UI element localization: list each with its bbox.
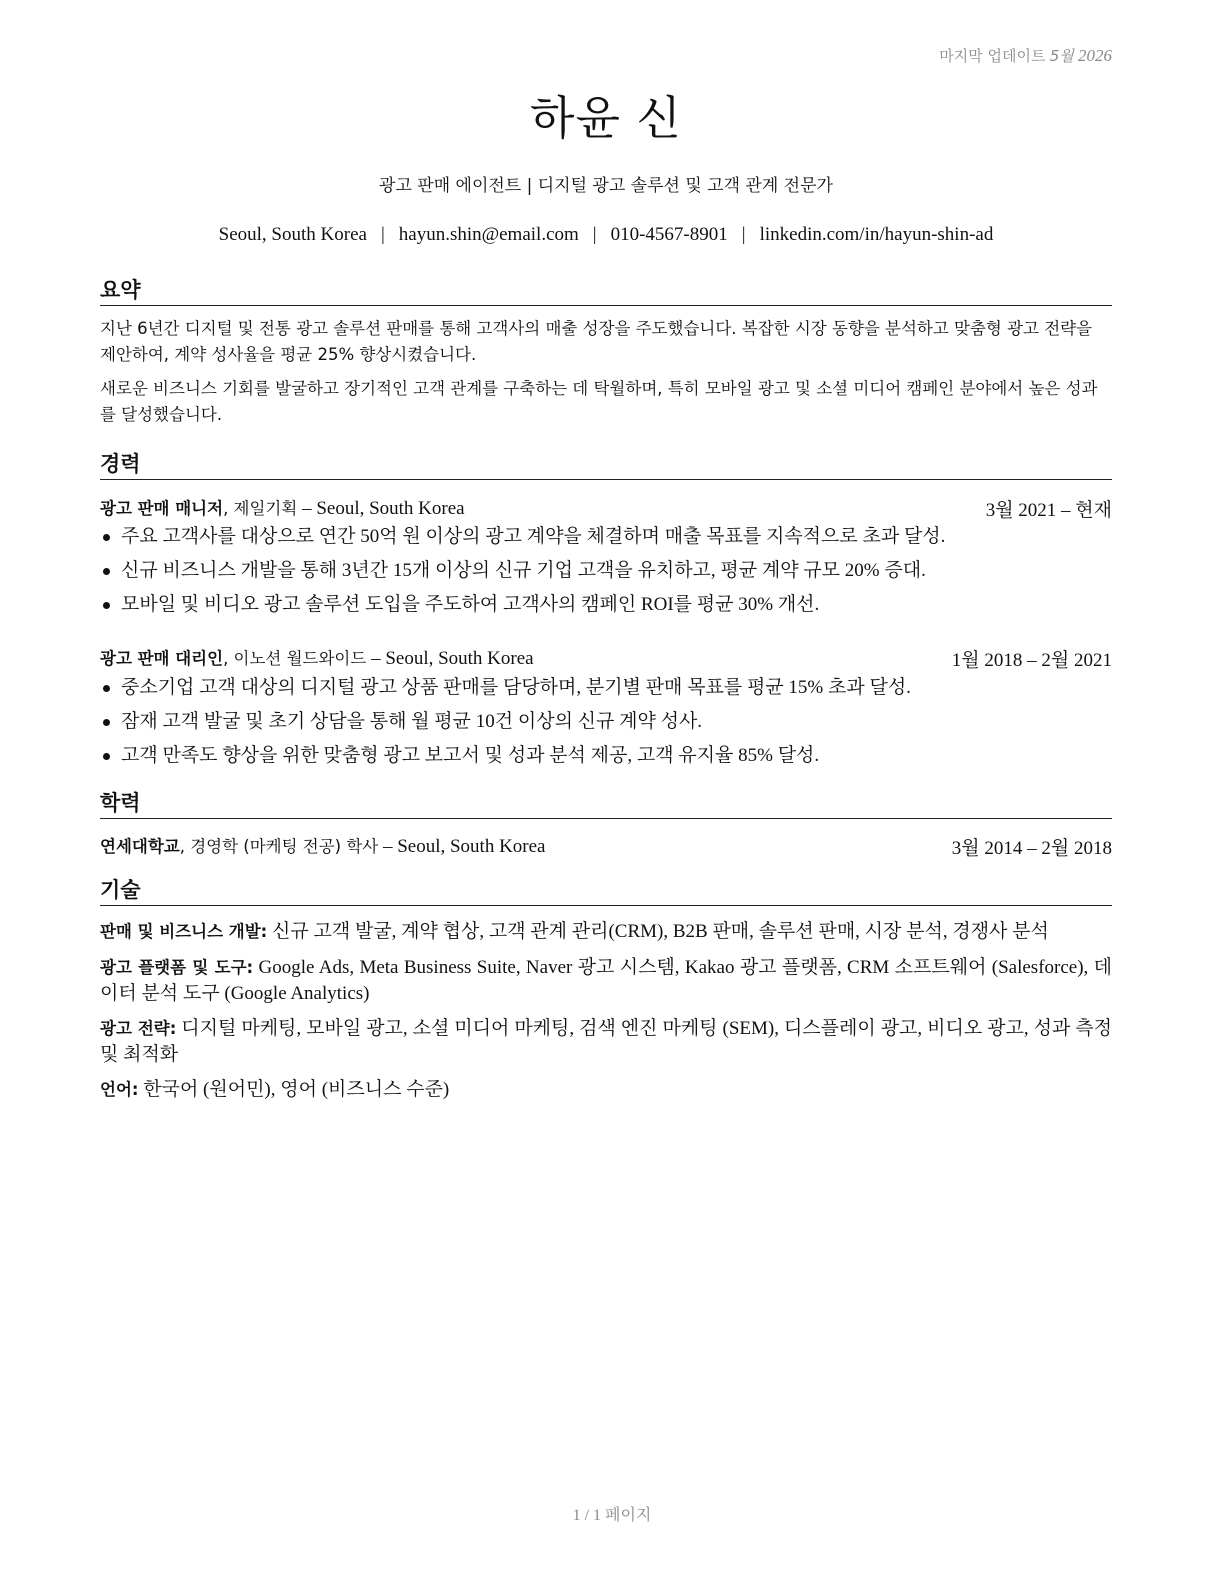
skill-label: 언어: [100, 1080, 139, 1099]
job-company: , 이노션 월드와이드 [223, 649, 367, 668]
skill-text: Google Ads, Meta Business Suite, Naver 광고 시스템, Kakao 광고 플랫폼, CRM 소프트웨어 (Salesforce), 데이터 분석 도구 (Google Analytics) [100, 957, 1113, 1004]
updated-prefix: 마지막 업데이트 [939, 47, 1046, 65]
list-item: 고객 만족도 향상을 위한 맞춤형 광고 보고서 및 성과 분석 제공, 고객 유지율 85% 달성. [100, 743, 1112, 777]
summary-section [100, 276, 1112, 428]
skill-text: 신규 고객 발굴, 계약 협상, 고객 관계 관리(CRM), B2B 판매, 솔루션 판매, 시장 분석, 경쟁사 분석 [267, 921, 1049, 942]
education-entry [100, 833, 1112, 861]
contact-line [100, 224, 1112, 246]
skill-item [100, 919, 1112, 945]
last-updated [939, 45, 1112, 66]
summary-paragraph: 지난 6년간 디지털 및 전통 광고 솔루션 판매를 통해 고객사의 매출 성장을 주도했습니다. 복잡한 시장 동향을 분석하고 맞춤형 광고 전략을 제안하여, 계약 성사율을 평균 25% 향상시켰습니다. [100, 319, 1093, 364]
contact-linkedin[interactable]: linkedin.com/in/hayun-shin-ad [759, 224, 994, 245]
skill-item [100, 1077, 1112, 1103]
updated-year: 2026 [1078, 46, 1112, 65]
list-item: 잠재 고객 발굴 및 초기 상담을 통해 월 평균 10건 이상의 신규 계약 성사. [100, 709, 1112, 743]
skill-item [100, 1016, 1112, 1068]
job-company: , 제일기획 [223, 499, 298, 518]
job-bullets [100, 524, 1112, 626]
skill-text: 디지털 마케팅, 모바일 광고, 소셜 미디어 마케팅, 검색 엔진 마케팅 (SEM), 디스플레이 광고, 비디오 광고, 성과 측정 및 최적화 [100, 1018, 1112, 1065]
contact-separator: | [592, 224, 597, 245]
updated-month: 5월 [1049, 47, 1074, 65]
education-school: 연세대학교 [100, 837, 180, 856]
skills-heading: 기술 [100, 876, 1112, 906]
education-dates: 3월 2014 – 2월 2018 [951, 838, 1112, 859]
experience-heading: 경력 [100, 450, 1112, 480]
summary-paragraph: 새로운 비즈니스 기회를 발굴하고 장기적인 고객 관계를 구축하는 데 탁월하며, 특히 모바일 광고 및 소셜 미디어 캠페인 분야에서 높은 성과를 달성했습니다. [100, 379, 1098, 424]
skill-label: 광고 전략: [100, 1019, 177, 1038]
job-header [100, 495, 1112, 523]
contact-email[interactable]: hayun.shin@email.com [398, 224, 579, 245]
job-dates: 3월 2021 – 현재 [985, 500, 1112, 521]
education-heading: 학력 [100, 789, 1112, 819]
page-number: 1 / 1 페이지 [572, 1507, 652, 1524]
job-role: 광고 판매 대리인 [100, 649, 224, 668]
list-item: 신규 비즈니스 개발을 통해 3년간 15개 이상의 신규 기업 고객을 유치하고, 평균 계약 규모 20% 증대. [100, 558, 1112, 592]
job-role: 광고 판매 매니저 [100, 499, 224, 518]
education-location: – Seoul, South Korea [378, 836, 546, 857]
job-dates: 1월 2018 – 2월 2021 [951, 650, 1112, 671]
skills-section [100, 876, 1112, 906]
list-item: 중소기업 고객 대상의 디지털 광고 상품 판매를 담당하며, 분기별 판매 목표를 평균 15% 초과 달성. [100, 675, 1112, 709]
resume-page [100, 0, 1112, 1584]
headline: 광고 판매 에이전트 | 디지털 광고 솔루션 및 고객 관계 전문가 [379, 176, 833, 196]
job-header [100, 645, 1112, 673]
contact-location: Seoul, South Korea [218, 224, 367, 245]
job-bullets [100, 675, 1112, 777]
education-degree: , 경영학 (마케팅 전공) 학사 [179, 837, 379, 856]
skill-label: 광고 플랫폼 및 도구: [100, 958, 254, 977]
contact-separator: | [380, 224, 385, 245]
skill-label: 판매 및 비즈니스 개발: [100, 922, 268, 941]
education-section [100, 789, 1112, 819]
contact-separator: | [741, 224, 746, 245]
skill-item [100, 955, 1112, 1007]
list-item: 모바일 및 비디오 광고 솔루션 도입을 주도하여 고객사의 캠페인 ROI를 평균 30% 개선. [100, 592, 1112, 626]
contact-phone: 010-4567-8901 [610, 224, 728, 245]
list-item: 주요 고객사를 대상으로 연간 50억 원 이상의 광고 계약을 체결하며 매출 목표를 지속적으로 초과 달성. [100, 524, 1112, 558]
skill-text: 한국어 (원어민), 영어 (비즈니스 수준) [138, 1079, 450, 1100]
candidate-name: 하윤 신 [530, 91, 682, 145]
job-location: – Seoul, South Korea [366, 648, 534, 669]
summary-heading: 요약 [100, 276, 1112, 306]
job-location: – Seoul, South Korea [297, 498, 465, 519]
experience-section [100, 450, 1112, 480]
